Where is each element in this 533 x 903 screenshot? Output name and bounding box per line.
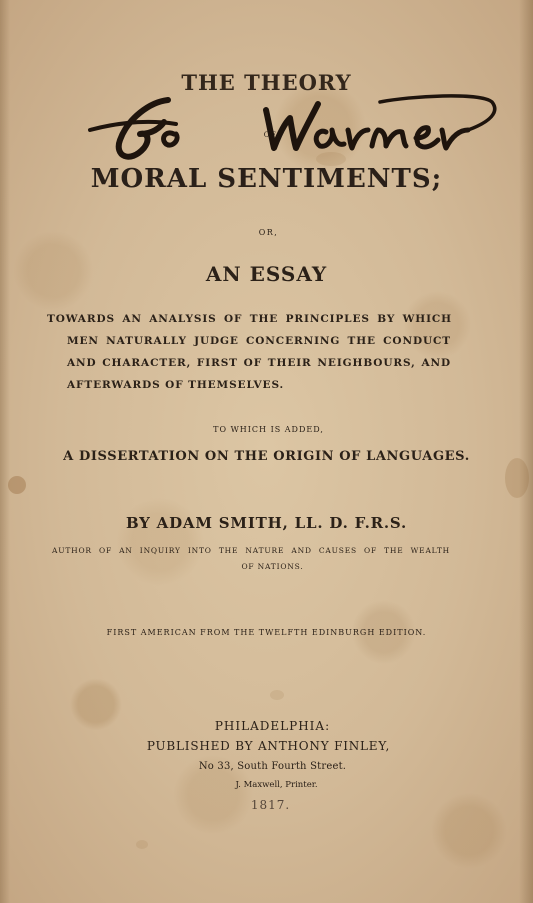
foxing-stain [505, 458, 529, 498]
essay-heading: AN ESSAY [205, 262, 328, 286]
title-of: OF [263, 131, 278, 139]
subtitle-line: AND CHARACTER, FIRST OF THEIR NEIGHBOURS, AND [67, 357, 451, 369]
subtitle-line: AFTERWARDS OF THEMSELVES. [67, 379, 285, 391]
author-note-line: AUTHOR OF AN INQUIRY INTO THE NATURE AND CAUSES OF THE WEALTH [52, 546, 450, 555]
added-intro: TO WHICH IS ADDED, [213, 425, 324, 434]
foxing-stain [136, 840, 148, 849]
title-line-1: THE THEORY [181, 70, 352, 95]
imprint-printer: J. Maxwell, Printer. [235, 780, 318, 790]
edition-statement: FIRST AMERICAN FROM THE TWELFTH EDINBURGH EDITION. [106, 628, 427, 637]
title-line-2: MORAL SENTIMENTS; [90, 164, 443, 194]
or-connector: OR, [258, 228, 279, 237]
subtitle-line: TOWARDS AN ANALYSIS OF THE PRINCIPLES BY WHICH [47, 313, 452, 325]
foxing-stain [270, 690, 284, 700]
author-note-line: OF NATIONS. [241, 562, 304, 571]
author-byline: BY ADAM SMITH, LL. D. F.R.S. [125, 514, 408, 532]
handwritten-signature [80, 88, 510, 178]
foxing-stain [8, 476, 26, 494]
dissertation-title: A DISSERTATION ON THE ORIGIN OF LANGUAGES. [63, 449, 470, 464]
imprint-publisher: PUBLISHED BY ANTHONY FINLEY, [146, 739, 391, 753]
imprint-year: 1817. [250, 798, 291, 812]
subtitle-line: MEN NATURALLY JUDGE CONCERNING THE CONDUCT [67, 335, 451, 347]
imprint-address: No 33, South Fourth Street. [198, 761, 347, 772]
imprint-place: PHILADELPHIA: [214, 719, 331, 733]
